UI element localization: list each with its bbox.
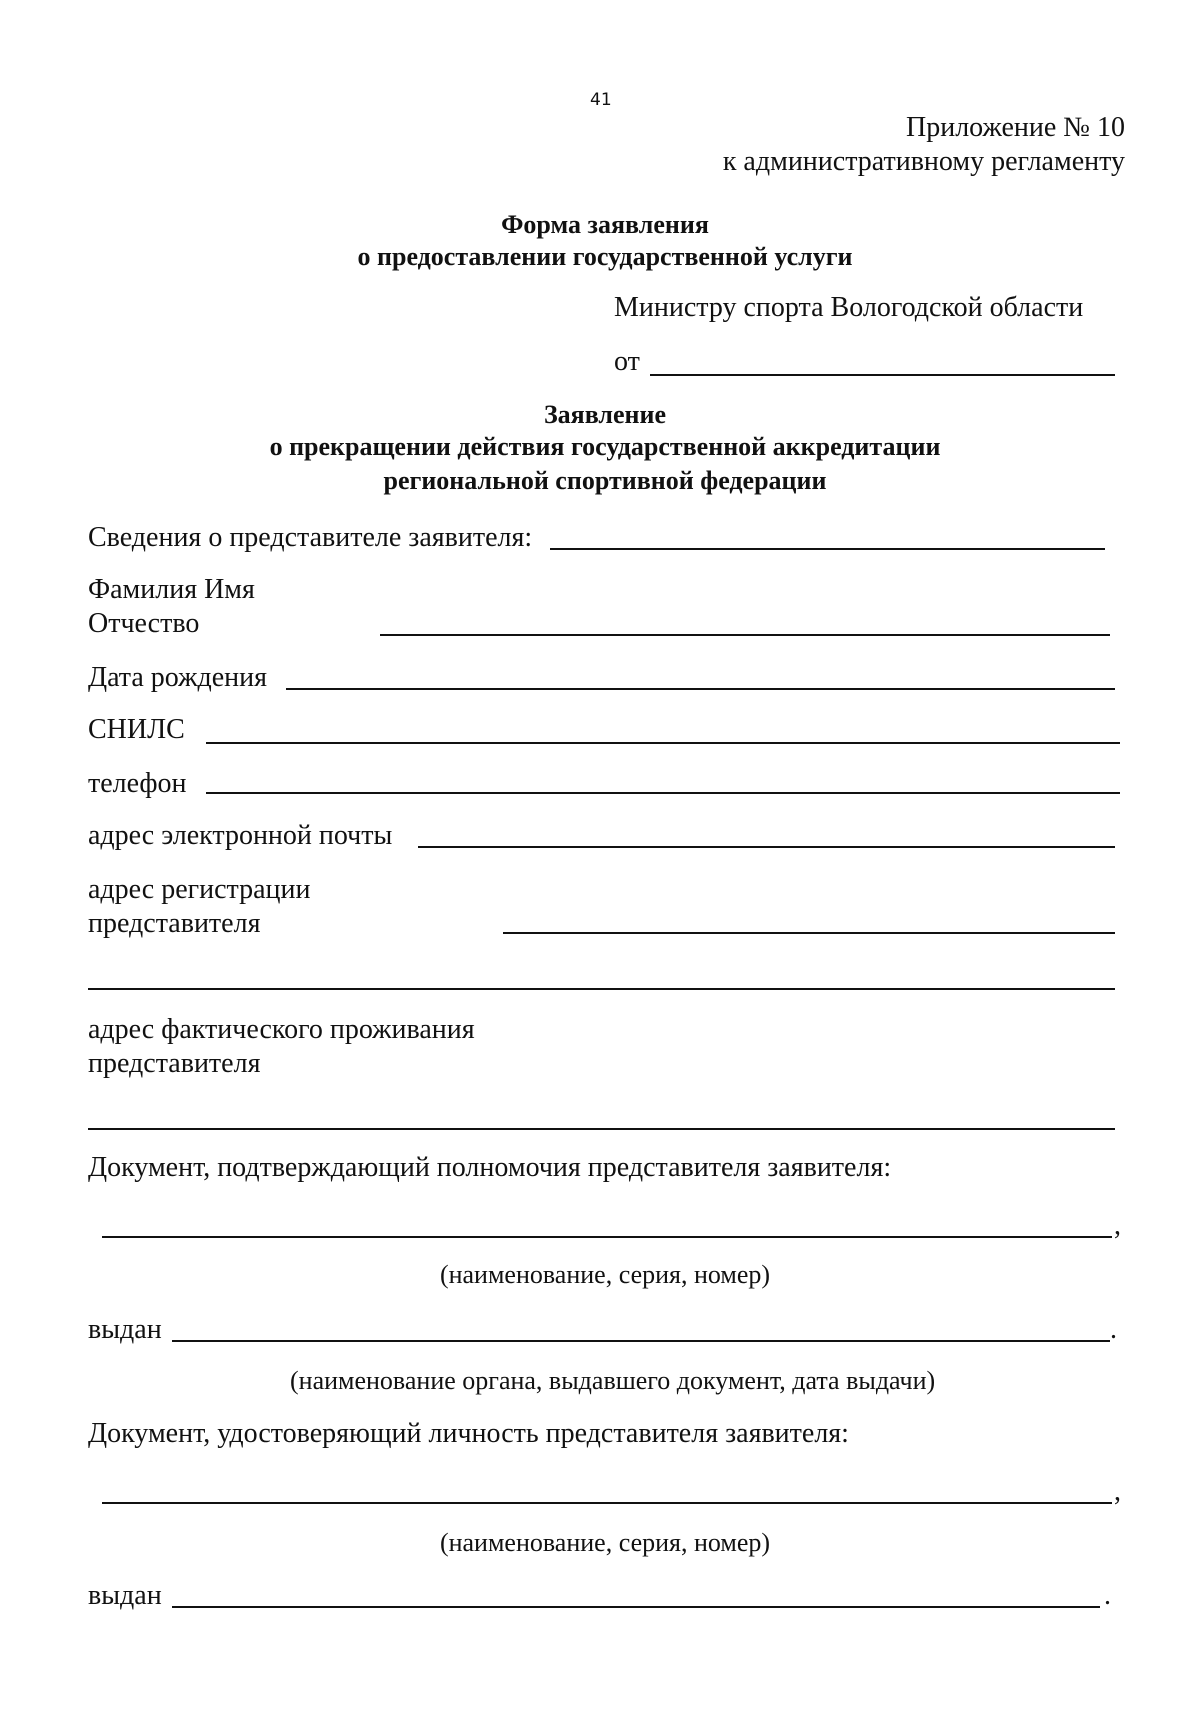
snils-line bbox=[206, 742, 1120, 744]
page-number: 41 bbox=[590, 90, 612, 110]
identity-doc-issued-line bbox=[172, 1606, 1100, 1608]
form-heading-line1: Форма заявления bbox=[501, 210, 709, 239]
actual-address-label-line1: адрес фактического проживания bbox=[88, 1014, 475, 1045]
addressee-to: Министру спорта Вологодской области bbox=[614, 292, 1084, 323]
application-title-line3: региональной спортивной федерации bbox=[383, 466, 827, 495]
full-name-label-line1: Фамилия Имя bbox=[88, 574, 255, 605]
addressee-from-line bbox=[650, 374, 1115, 376]
application-title-line1: Заявление bbox=[543, 400, 667, 429]
full-name-line bbox=[380, 634, 1110, 636]
reg-address-label-line2: представителя bbox=[88, 908, 261, 939]
identity-doc-issued-label: выдан bbox=[88, 1580, 162, 1611]
form-heading-line2: о предоставлении государственной услуги bbox=[357, 242, 853, 271]
authority-doc-issued-caption: (наименование органа, выдавшего документ, дата выдачи) bbox=[290, 1366, 936, 1395]
snils-label: СНИЛС bbox=[88, 714, 185, 745]
birth-date-line bbox=[286, 688, 1115, 690]
authority-doc-comma: , bbox=[1114, 1210, 1121, 1241]
application-title-line2: о прекращении действия государственной аккредитации bbox=[269, 432, 941, 461]
authority-doc-line bbox=[102, 1236, 1112, 1238]
identity-doc-caption: (наименование, серия, номер) bbox=[439, 1528, 771, 1557]
authority-doc-issued-period: . bbox=[1110, 1314, 1117, 1345]
reg-address-label-line1: адрес регистрации bbox=[88, 874, 311, 905]
authority-doc-caption: (наименование, серия, номер) bbox=[439, 1260, 771, 1289]
appendix-title: Приложение № 10 bbox=[906, 112, 1125, 143]
identity-doc-label: Документ, удостоверяющий личность представителя заявителя: bbox=[88, 1418, 849, 1449]
representative-info-label: Сведения о представителе заявителя: bbox=[88, 522, 533, 553]
addressee-from-label: от bbox=[614, 346, 640, 377]
reg-address-extra-line bbox=[88, 988, 1115, 990]
email-line bbox=[418, 846, 1115, 848]
phone-label: телефон bbox=[88, 768, 187, 799]
appendix-subtitle: к административному регламенту bbox=[722, 146, 1125, 177]
reg-address-line bbox=[503, 932, 1115, 934]
authority-doc-label: Документ, подтверждающий полномочия представителя заявителя: bbox=[88, 1152, 892, 1183]
authority-doc-issued-line bbox=[172, 1340, 1110, 1342]
identity-doc-issued-period: . bbox=[1104, 1580, 1111, 1611]
phone-line bbox=[206, 792, 1120, 794]
identity-doc-comma: , bbox=[1114, 1476, 1121, 1507]
identity-doc-line bbox=[102, 1502, 1112, 1504]
actual-address-label-line2: представителя bbox=[88, 1048, 261, 1079]
representative-info-line bbox=[550, 548, 1105, 550]
email-label: адрес электронной почты bbox=[88, 820, 393, 851]
authority-doc-issued-label: выдан bbox=[88, 1314, 162, 1345]
full-name-label-line2: Отчество bbox=[88, 608, 200, 639]
actual-address-line bbox=[88, 1128, 1115, 1130]
birth-date-label: Дата рождения bbox=[88, 662, 267, 693]
